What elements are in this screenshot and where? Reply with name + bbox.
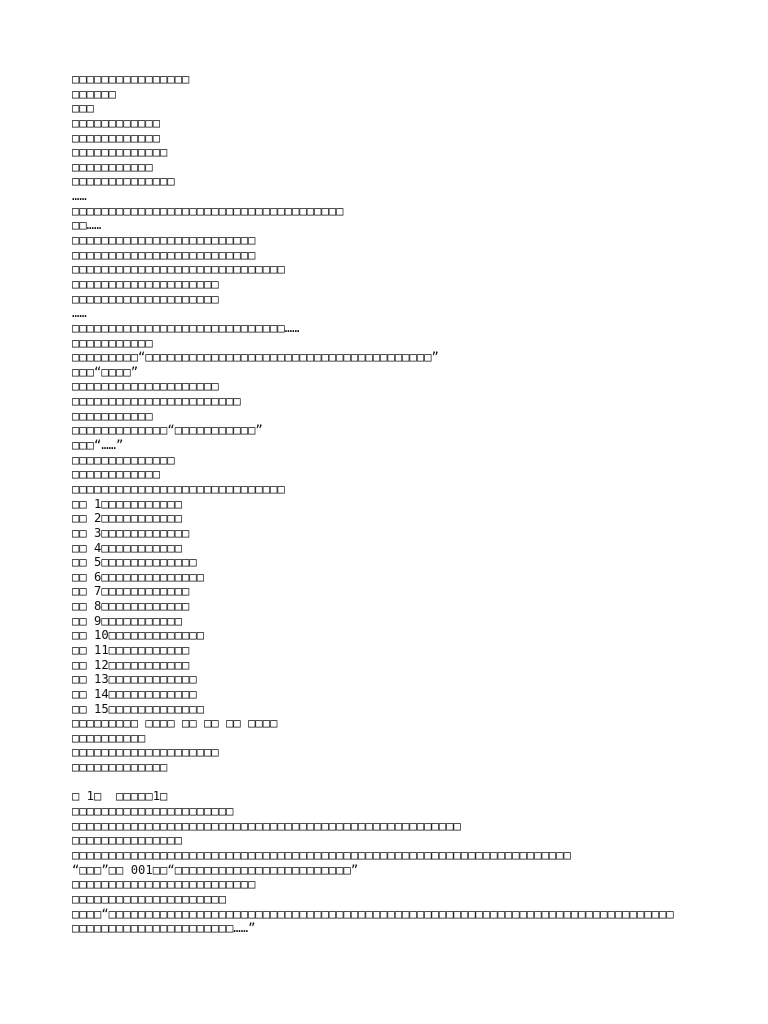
intro-line: □□□□□□□□□□□□□□□□□□□□ — [72, 379, 219, 394]
toc-entry: □□ 8□□□□□□□□□□□□ — [72, 599, 190, 614]
intro-line: □□□□□□ — [72, 86, 117, 101]
chapter-line: □□□□□□□□□□□□□□□ — [72, 833, 183, 848]
chapter-block — [72, 789, 712, 935]
meta-line: □□□□□□□□□ □□□□ □□ □□ □□ □□□□ — [72, 716, 278, 731]
toc-entry: □□ 9□□□□□□□□□□□ — [72, 613, 183, 628]
table-of-contents — [72, 497, 712, 717]
intro-line: …… — [72, 189, 87, 204]
meta-line: □□□□□□□□□□□□□□□□□□□□ — [72, 745, 219, 760]
intro-line: □□□□□□□□□□□□ — [72, 130, 161, 145]
toc-entry: □□ 5□□□□□□□□□□□□□ — [72, 555, 197, 570]
toc-entry: □□ 1□□□□□□□□□□□ — [72, 496, 183, 511]
intro-line: □□□□□□□□□□□ — [72, 408, 153, 423]
toc-entry: □□ 15□□□□□□□□□□□□□ — [72, 701, 205, 716]
toc-entry: □□ 11□□□□□□□□□□□ — [72, 642, 190, 657]
intro-line: □□□□□□□□□□□□□□□□□□□□ — [72, 276, 219, 291]
toc-entry: □□ 12□□□□□□□□□□□ — [72, 657, 190, 672]
intro-line: □□□□□□□□□□□ — [72, 335, 153, 350]
toc-entry: □□ 2□□□□□□□□□□□ — [72, 511, 183, 526]
intro-line: □□□□□□□□□□□□□□□□□□□□□□□□□□□□□…… — [72, 320, 300, 335]
intro-line: □□□□□□□□□□□□□ — [72, 145, 168, 160]
intro-line: □□□□□□□□□□□□□□□□□□□□□□□□□ — [72, 233, 256, 248]
chapter-line: “□□□”□□ 001□□“□□□□□□□□□□□□□□□□□□□□□□□□” — [72, 862, 359, 877]
chapter-line: □□□□□□□□□□□□□□□□□□□□□□□□□ — [72, 877, 256, 892]
document-page — [72, 72, 712, 936]
meta-line: □□□□□□□□□□□□□ — [72, 760, 168, 775]
chapter-line: □□□□□□□□□□□□□□□□□□□□□ — [72, 891, 227, 906]
intro-line: □□□□□□□□□□□ — [72, 159, 153, 174]
meta-line: □□□□□□□□□□ — [72, 730, 146, 745]
section-gap — [72, 775, 712, 790]
toc-entry: □□ 4□□□□□□□□□□□ — [72, 540, 183, 555]
intro-line: □□□□□□□□□□□□□“□□□□□□□□□□□” — [72, 423, 263, 438]
intro-line: □□□□□□□□□“□□□□□□□□□□□□□□□□□□□□□□□□□□□□□□□□□□□□□□□” — [72, 350, 439, 365]
toc-entry: □□ 14□□□□□□□□□□□□ — [72, 686, 197, 701]
toc-entry: □□ 10□□□□□□□□□□□□□ — [72, 628, 205, 643]
intro-line: □□□□□□□□□□□□ — [72, 467, 161, 482]
chapter-line: □□□□□□□□□□□□□□□□□□□□□□□□□□□□□□□□□□□□□□□□□□□□□□□□□□□□□□□□□□□□□□□□□□□□ — [72, 847, 571, 862]
toc-entry: □□ 13□□□□□□□□□□□□ — [72, 672, 197, 687]
intro-line: □□□“……” — [72, 438, 124, 453]
chapter-line: □□□□□□□□□□□□□□□□□□□□□□□□□□□□□□□□□□□□□□□□□□□□□□□□□□□□□ — [72, 818, 461, 833]
chapter-line: □□□□□□□□□□□□□□□□□□□□□□ — [72, 804, 234, 819]
intro-line: □□□□□□□□□□□□□□□□ — [72, 72, 190, 86]
intro-line: □□□□□□□□□□□□□□□□□□□□□□□□□□□□□ — [72, 262, 285, 277]
toc-entry: □□ 7□□□□□□□□□□□□ — [72, 584, 190, 599]
intro-line: …… — [72, 306, 87, 321]
intro-line: □□□□□□□□□□□□ — [72, 115, 161, 130]
intro-line: □□□□□□□□□□□□□□ — [72, 452, 175, 467]
intro-line: □□□□□□□□□□□□□□ — [72, 174, 175, 189]
intro-line: □□□ — [72, 101, 95, 116]
meta-block — [72, 716, 712, 775]
chapter-title: □ 1□ □□□□□1□ — [72, 789, 168, 804]
intro-line: □□□□□□□□□□□□□□□□□□□□ — [72, 291, 219, 306]
chapter-line: □□□□□□□□□□□□□□□□□□□□□□……” — [72, 921, 256, 936]
intro-line: □□□□□□□□□□□□□□□□□□□□□□□ — [72, 394, 241, 409]
intro-line: □□□□□□□□□□□□□□□□□□□□□□□□□□□□□ — [72, 481, 285, 496]
toc-entry: □□ 6□□□□□□□□□□□□□□ — [72, 569, 205, 584]
intro-block — [72, 72, 712, 497]
intro-line: □□…… — [72, 218, 102, 233]
chapter-line: □□□□“□□□□□□□□□□□□□□□□□□□□□□□□□□□□□□□□□□□□□□□□□□□□□□□□□□□□□□□□□□□□□□□□□□□□□□□□□□□□□ — [72, 906, 674, 921]
intro-line: □□□□□□□□□□□□□□□□□□□□□□□□□ — [72, 247, 256, 262]
intro-line: □□□“□□□□” — [72, 364, 139, 379]
intro-line: □□□□□□□□□□□□□□□□□□□□□□□□□□□□□□□□□□□□□ — [72, 203, 344, 218]
toc-entry: □□ 3□□□□□□□□□□□□ — [72, 525, 190, 540]
